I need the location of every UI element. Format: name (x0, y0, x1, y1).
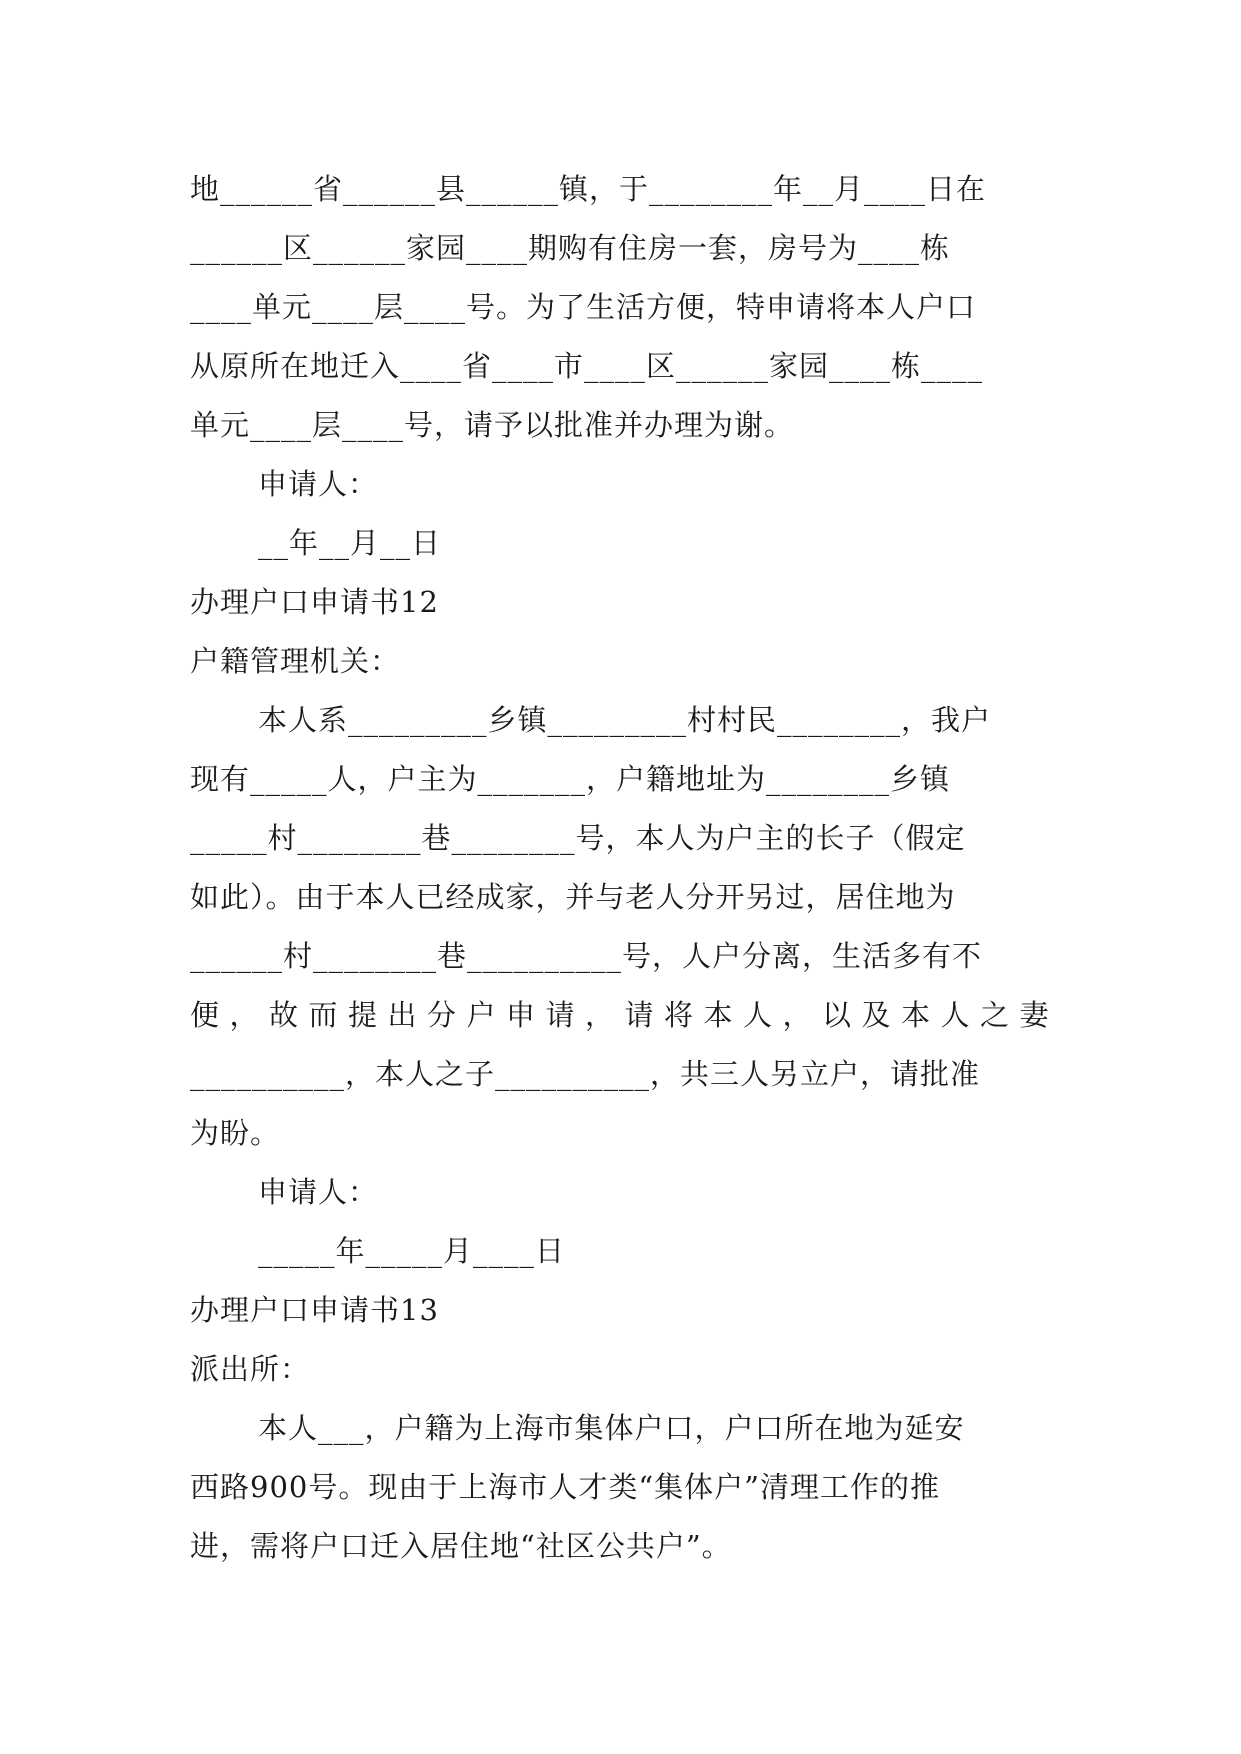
paragraph-line: ______区______家园____期购有住房一套，房号为____栋 (190, 231, 951, 265)
document-page (190, 160, 1060, 1576)
paragraph-line: 本人___，户籍为上海市集体户口，户口所在地为延安 (258, 1411, 965, 1445)
applicant-label: 申请人： (258, 1175, 379, 1209)
paragraph-line: ______村________巷__________号，人户分离，生活多有不 (190, 939, 983, 973)
date-line: __年__月__日 (258, 526, 442, 560)
applicant-label: 申请人： (258, 467, 379, 501)
addressee: 派出所： (190, 1352, 311, 1386)
paragraph-line: 如此）。由于本人已经成家，并与老人分开另过，居住地为 (190, 880, 956, 914)
section-title: 办理户口申请书13 (190, 1293, 439, 1327)
paragraph-line: _____村________巷________号，本人为户主的长子（假定 (190, 821, 966, 855)
paragraph-line: 进，需将户口迁入居住地“社区公共户”。 (190, 1529, 732, 1563)
paragraph-line: 现有_____人，户主为_______，户籍地址为________乡镇 (190, 762, 951, 796)
paragraph-line: ____单元____层____号。为了生活方便，特申请将本人户口 (190, 290, 977, 324)
addressee: 户籍管理机关： (190, 644, 401, 678)
paragraph-line: 地______省______县______镇，于________年__月____日在 (190, 172, 987, 206)
paragraph-line: 便，故而提出分户申请，请将本人，以及本人之妻 (190, 998, 1060, 1032)
paragraph-line: 西路900号。现由于上海市人才类“集体户”清理工作的推 (190, 1470, 941, 1504)
paragraph-line: __________，本人之子__________，共三人另立户，请批准 (190, 1057, 981, 1091)
paragraph-line: 从原所在地迁入____省____市____区______家园____栋____ (190, 349, 984, 383)
paragraph-line: 单元____层____号，请予以批准并办理为谢。 (190, 408, 795, 442)
paragraph-line: 为盼。 (190, 1116, 281, 1150)
section-title: 办理户口申请书12 (190, 585, 439, 619)
date-line: _____年_____月____日 (258, 1234, 566, 1268)
paragraph-line: 本人系_________乡镇_________村村民________，我户 (258, 703, 992, 737)
